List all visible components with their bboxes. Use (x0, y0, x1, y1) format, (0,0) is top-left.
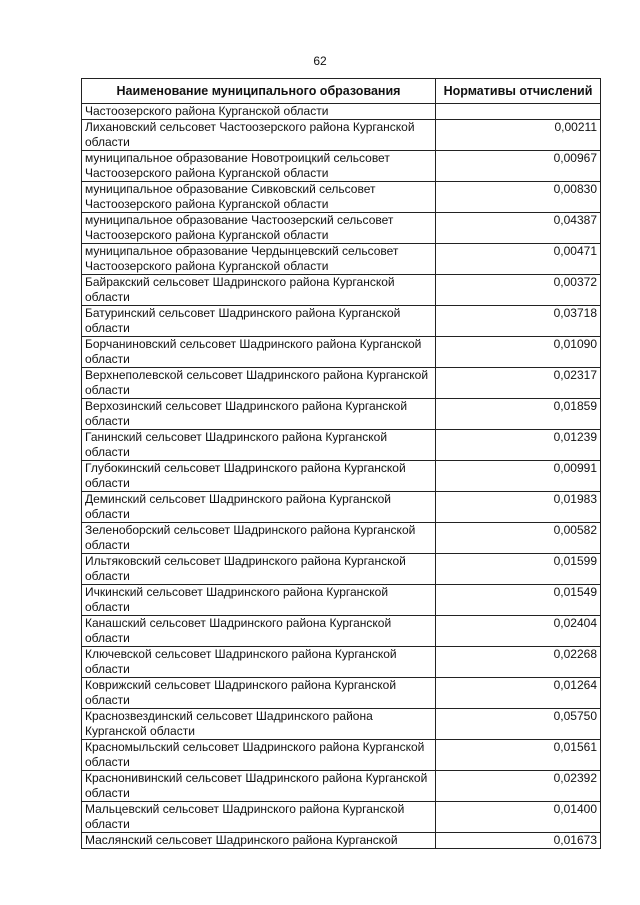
normative-value: 0,00967 (436, 151, 601, 182)
column-header-name: Наименование муниципального образования (82, 79, 436, 104)
municipality-name: Частоозерского района Курганской области (82, 104, 436, 120)
municipality-name: Байракский сельсовет Шадринского района Курганской области (82, 275, 436, 306)
normative-value: 0,01400 (436, 802, 601, 833)
municipality-name: Глубокинский сельсовет Шадринского района Курганской области (82, 461, 436, 492)
municipality-name: Ичкинский сельсовет Шадринского района Курганской области (82, 585, 436, 616)
normative-value: 0,04387 (436, 213, 601, 244)
municipality-name: муниципальное образование Частоозерский сельсовет Частоозерского района Курганской области (82, 213, 436, 244)
municipality-name: Борчаниновский сельсовет Шадринского района Курганской области (82, 337, 436, 368)
table-row (82, 740, 601, 771)
normative-value: 0,01599 (436, 554, 601, 585)
normative-value: 0,03718 (436, 306, 601, 337)
normative-value: 0,00372 (436, 275, 601, 306)
municipality-name: Верхозинский сельсовет Шадринского района Курганской области (82, 399, 436, 430)
normatives-table (81, 78, 601, 849)
table-row (82, 523, 601, 554)
municipality-name: Красномыльский сельсовет Шадринского района Курганской области (82, 740, 436, 771)
municipality-name: Ганинский сельсовет Шадринского района Курганской области (82, 430, 436, 461)
municipality-name: Краснонивинский сельсовет Шадринского района Курганской области (82, 771, 436, 802)
normative-value: 0,01983 (436, 492, 601, 523)
table-row (82, 709, 601, 740)
table-row (82, 306, 601, 337)
normative-value: 0,02317 (436, 368, 601, 399)
municipality-name: Деминский сельсовет Шадринского района Курганской области (82, 492, 436, 523)
table-row (82, 275, 601, 306)
table-row (82, 647, 601, 678)
municipality-name: Батуринский сельсовет Шадринского района Курганской области (82, 306, 436, 337)
normative-value: 0,00471 (436, 244, 601, 275)
column-header-value: Нормативы отчислений (436, 79, 601, 104)
table-row (82, 461, 601, 492)
normative-value: 0,00211 (436, 120, 601, 151)
table-row (82, 771, 601, 802)
municipality-name: Ключевской сельсовет Шадринского района Курганской области (82, 647, 436, 678)
municipality-name: Лихановский сельсовет Частоозерского района Курганской области (82, 120, 436, 151)
normative-value: 0,00991 (436, 461, 601, 492)
normative-value (436, 104, 601, 120)
normative-value: 0,01264 (436, 678, 601, 709)
municipality-name: Верхнеполевской сельсовет Шадринского района Курганской области (82, 368, 436, 399)
normative-value: 0,01090 (436, 337, 601, 368)
table-row (82, 585, 601, 616)
table-row (82, 833, 601, 849)
municipality-name: Маслянский сельсовет Шадринского района Курганской (82, 833, 436, 849)
table-row (82, 368, 601, 399)
page-number: 62 (313, 54, 327, 68)
municipality-name: Краснозвездинский сельсовет Шадринского района Курганской области (82, 709, 436, 740)
table-row (82, 492, 601, 523)
municipality-name: Ильтяковский сельсовет Шадринского района Курганской области (82, 554, 436, 585)
table-body (82, 104, 601, 849)
table-row (82, 120, 601, 151)
table-row (82, 151, 601, 182)
table-row (82, 399, 601, 430)
table-row (82, 430, 601, 461)
table-row (82, 678, 601, 709)
normative-value: 0,01561 (436, 740, 601, 771)
normative-value: 0,01549 (436, 585, 601, 616)
municipality-name: муниципальное образование Чердынцевский сельсовет Частоозерского района Курганской области (82, 244, 436, 275)
normative-value: 0,01239 (436, 430, 601, 461)
normative-value: 0,02392 (436, 771, 601, 802)
table-row (82, 182, 601, 213)
normative-value: 0,02268 (436, 647, 601, 678)
municipality-name: Зеленоборский сельсовет Шадринского района Курганской области (82, 523, 436, 554)
table-header-row (82, 79, 601, 104)
table-row (82, 802, 601, 833)
table-row (82, 616, 601, 647)
municipality-name: Мальцевский сельсовет Шадринского района Курганской области (82, 802, 436, 833)
normative-value: 0,05750 (436, 709, 601, 740)
table-row (82, 244, 601, 275)
table-row (82, 337, 601, 368)
table-row (82, 554, 601, 585)
municipality-name: муниципальное образование Сивковский сельсовет Частоозерского района Курганской области (82, 182, 436, 213)
normative-value: 0,00582 (436, 523, 601, 554)
normative-value: 0,02404 (436, 616, 601, 647)
table-row-continuation (82, 104, 601, 120)
municipality-name: Коврижский сельсовет Шадринского района Курганской области (82, 678, 436, 709)
normative-value: 0,00830 (436, 182, 601, 213)
normative-value: 0,01673 (436, 833, 601, 849)
municipality-name: Канашский сельсовет Шадринского района Курганской области (82, 616, 436, 647)
municipality-name: муниципальное образование Новотроицкий сельсовет Частоозерского района Курганской области (82, 151, 436, 182)
normative-value: 0,01859 (436, 399, 601, 430)
table-row (82, 213, 601, 244)
